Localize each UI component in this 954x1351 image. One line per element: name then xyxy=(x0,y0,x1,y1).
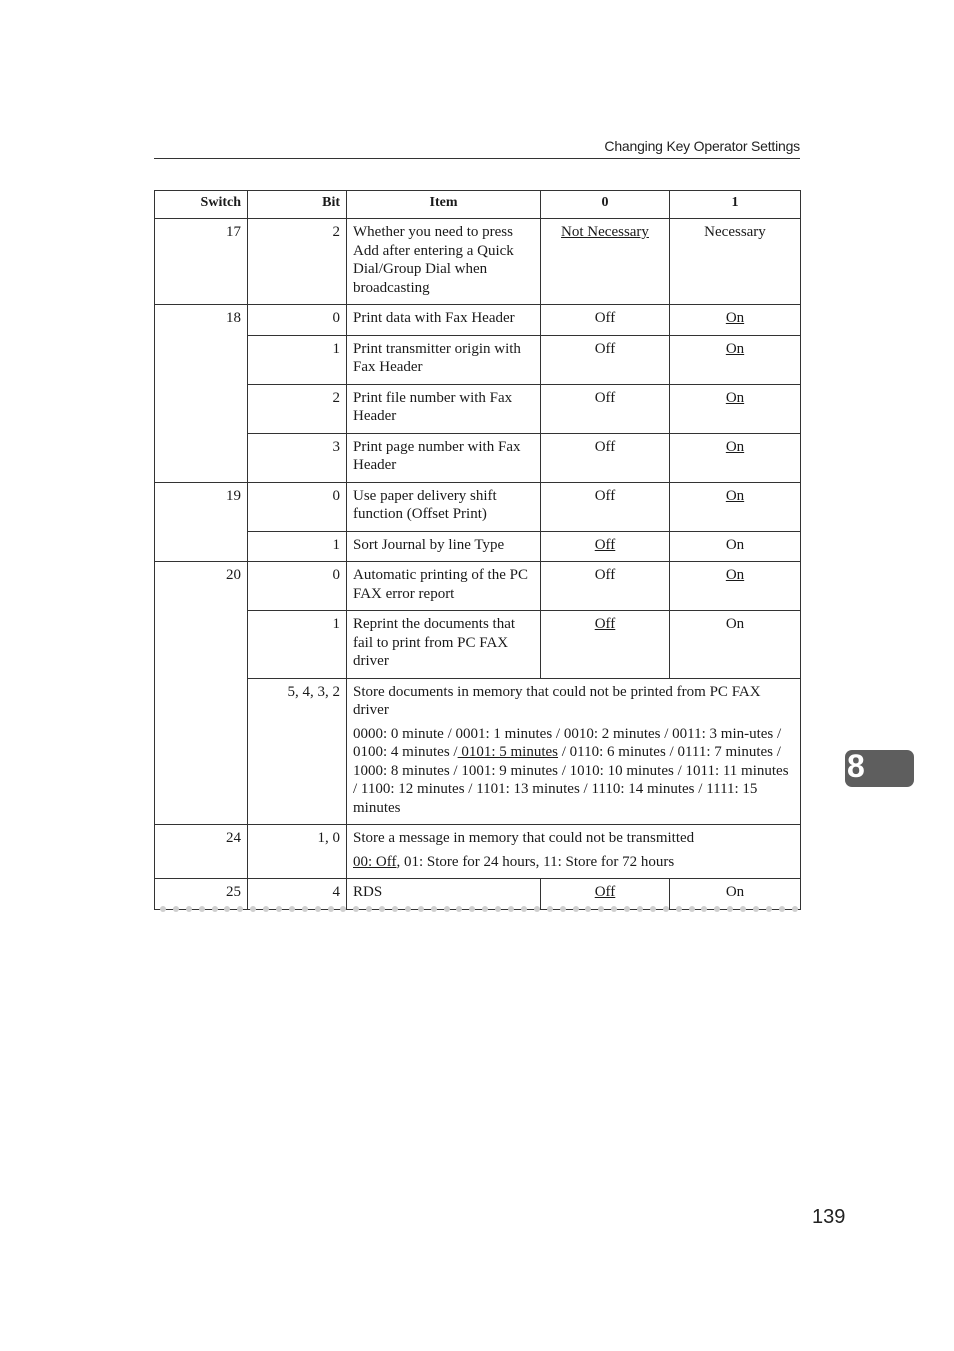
item-cell: Whether you need to press Add after entering a Quick Dial/Group Dial when broadcasting xyxy=(347,219,541,305)
separator-dot xyxy=(405,906,411,912)
item-cell: Reprint the documents that fail to print from PC FAX driver xyxy=(347,611,541,679)
separator-dot xyxy=(624,906,630,912)
value-1-cell xyxy=(670,562,801,611)
value-1-cell xyxy=(670,482,801,531)
separator-dot xyxy=(598,906,604,912)
default-value: Off xyxy=(594,884,616,900)
default-value: Not Necessary xyxy=(561,224,649,240)
page-number: 139 xyxy=(812,1206,846,1228)
separator-dot xyxy=(315,906,321,912)
separator-dot xyxy=(199,906,205,912)
option-text: 0000: 0 minute / 0001: 1 minutes / 0010: 2 minutes / 0011: 3 min-utes / 0100: 4 minutes / xyxy=(353,725,782,760)
separator-dot xyxy=(714,906,720,912)
bit-cell: 1 xyxy=(248,611,347,679)
option-list xyxy=(353,853,794,872)
value-1-cell xyxy=(670,305,801,336)
separator-dot xyxy=(727,906,733,912)
separator-dot xyxy=(663,906,669,912)
table-header-row xyxy=(155,191,801,219)
separator-dot xyxy=(263,906,269,912)
value-0-cell: Off xyxy=(541,562,670,611)
separator-dot xyxy=(482,906,488,912)
separator-dot xyxy=(353,906,359,912)
separator-dot xyxy=(508,906,514,912)
separator-dot xyxy=(792,906,798,912)
default-value: 0101: 5 minutes xyxy=(457,744,559,760)
separator-dot xyxy=(534,906,540,912)
table-row xyxy=(155,335,801,384)
separator-dot xyxy=(212,906,218,912)
chapter-number: 8 xyxy=(847,748,865,784)
switch-cell: 25 xyxy=(155,879,248,910)
separator-dot xyxy=(340,906,346,912)
table-row xyxy=(155,305,801,336)
bit-cell: 1 xyxy=(248,335,347,384)
separator-dot xyxy=(637,906,643,912)
dotted-separator xyxy=(160,904,798,914)
item-description: Store a message in memory that could not be transmitted xyxy=(353,830,695,846)
separator-dot xyxy=(456,906,462,912)
bit-cell: 3 xyxy=(248,433,347,482)
separator-dot xyxy=(521,906,527,912)
item-cell: Print transmitter origin with Fax Header xyxy=(347,335,541,384)
bit-cell: 5, 4, 3, 2 xyxy=(248,678,347,825)
header-value-1: 1 xyxy=(670,191,801,219)
option-list xyxy=(353,725,794,818)
value-0-cell: Off xyxy=(541,305,670,336)
item-cell: Print data with Fax Header xyxy=(347,305,541,336)
item-cell: Sort Journal by line Type xyxy=(347,531,541,562)
bit-cell: 1, 0 xyxy=(248,825,347,879)
separator-dot xyxy=(444,906,450,912)
separator-dot xyxy=(495,906,501,912)
item-description: Store documents in memory that could not be printed from PC FAX driver xyxy=(353,683,761,718)
default-value: On xyxy=(725,567,745,583)
separator-dot xyxy=(250,906,256,912)
value-1-cell xyxy=(670,335,801,384)
separator-dot xyxy=(418,906,424,912)
default-value: On xyxy=(725,487,745,504)
separator-dot xyxy=(302,906,308,912)
option-text: , 01: Store for 24 hours, 11: Store for 72 hours xyxy=(396,853,675,870)
bit-cell: 2 xyxy=(248,219,347,305)
item-cell: Print file number with Fax Header xyxy=(347,384,541,433)
separator-dot xyxy=(186,906,192,912)
header-item: Item xyxy=(347,191,541,219)
value-1-cell: Necessary xyxy=(670,219,801,305)
separator-dot xyxy=(173,906,179,912)
separator-dot xyxy=(379,906,385,912)
table-row xyxy=(155,433,801,482)
switch-cell: 20 xyxy=(155,562,248,825)
separator-dot xyxy=(276,906,282,912)
separator-dot xyxy=(328,906,334,912)
table-row xyxy=(155,531,801,562)
header-value-0: 0 xyxy=(541,191,670,219)
default-value: Off xyxy=(594,616,616,632)
separator-dot xyxy=(573,906,579,912)
bit-cell: 4 xyxy=(248,879,347,910)
value-1-cell: On xyxy=(670,879,801,910)
table-row xyxy=(155,678,801,825)
switch-cell: 18 xyxy=(155,305,248,483)
default-value: On xyxy=(725,438,745,455)
bit-cell: 0 xyxy=(248,305,347,336)
option-text: / 0110: 6 minutes / 0111: 7 minutes / 1000: 8 minutes / 1001: 9 minutes / 1010: 10 minutes / 1011: 11 minutes / 1100: 12 minutes / 1101: 13 minutes / 1110: 14 minutes / 1111: 15 minutes xyxy=(353,744,789,816)
value-0-cell xyxy=(541,531,670,562)
table-row xyxy=(155,384,801,433)
bit-cell: 2 xyxy=(248,384,347,433)
separator-dot xyxy=(366,906,372,912)
separator-dot xyxy=(689,906,695,912)
item-cell-wide xyxy=(347,825,801,879)
separator-dot xyxy=(560,906,566,912)
value-1-cell xyxy=(670,433,801,482)
separator-dot xyxy=(224,906,230,912)
separator-dot xyxy=(289,906,295,912)
separator-dot xyxy=(676,906,682,912)
running-header: Changing Key Operator Settings xyxy=(604,138,800,154)
separator-dot xyxy=(585,906,591,912)
value-1-cell: On xyxy=(670,531,801,562)
default-value: On xyxy=(725,340,745,357)
item-cell: Print page number with Fax Header xyxy=(347,433,541,482)
separator-dot xyxy=(611,906,617,912)
bit-cell: 1 xyxy=(248,531,347,562)
default-value: On xyxy=(725,389,745,406)
separator-dot xyxy=(766,906,772,912)
default-value: On xyxy=(725,310,745,326)
bit-cell: 0 xyxy=(248,562,347,611)
value-0-cell: Off xyxy=(541,335,670,384)
item-cell: RDS xyxy=(347,879,541,910)
value-1-cell: On xyxy=(670,611,801,679)
separator-dot xyxy=(431,906,437,912)
value-0-cell xyxy=(541,219,670,305)
separator-dot xyxy=(701,906,707,912)
value-1-cell xyxy=(670,384,801,433)
switch-cell: 24 xyxy=(155,825,248,879)
separator-dot xyxy=(740,906,746,912)
value-0-cell xyxy=(541,611,670,679)
value-0-cell: Off xyxy=(541,384,670,433)
switch-cell: 19 xyxy=(155,482,248,562)
table-row xyxy=(155,825,801,879)
separator-dot xyxy=(753,906,759,912)
header-rule xyxy=(154,158,800,159)
separator-dot xyxy=(469,906,475,912)
separator-dot xyxy=(392,906,398,912)
default-value: 00: Off xyxy=(353,853,397,870)
value-0-cell: Off xyxy=(541,482,670,531)
table-row xyxy=(155,611,801,679)
separator-dot xyxy=(160,906,166,912)
table-row xyxy=(155,562,801,611)
item-cell-wide xyxy=(347,678,801,825)
table-row xyxy=(155,482,801,531)
bit-cell: 0 xyxy=(248,482,347,531)
chapter-tab xyxy=(845,750,914,787)
separator-dot xyxy=(237,906,243,912)
item-cell: Use paper delivery shift function (Offset Print) xyxy=(347,482,541,531)
separator-dot xyxy=(779,906,785,912)
item-cell: Automatic printing of the PC FAX error report xyxy=(347,562,541,611)
separator-dot xyxy=(650,906,656,912)
settings-table xyxy=(154,190,801,910)
switch-cell: 17 xyxy=(155,219,248,305)
value-0-cell: Off xyxy=(541,433,670,482)
separator-dot xyxy=(547,906,553,912)
header-bit: Bit xyxy=(248,191,347,219)
table-row xyxy=(155,219,801,305)
header-switch: Switch xyxy=(155,191,248,219)
default-value: Off xyxy=(594,536,616,553)
